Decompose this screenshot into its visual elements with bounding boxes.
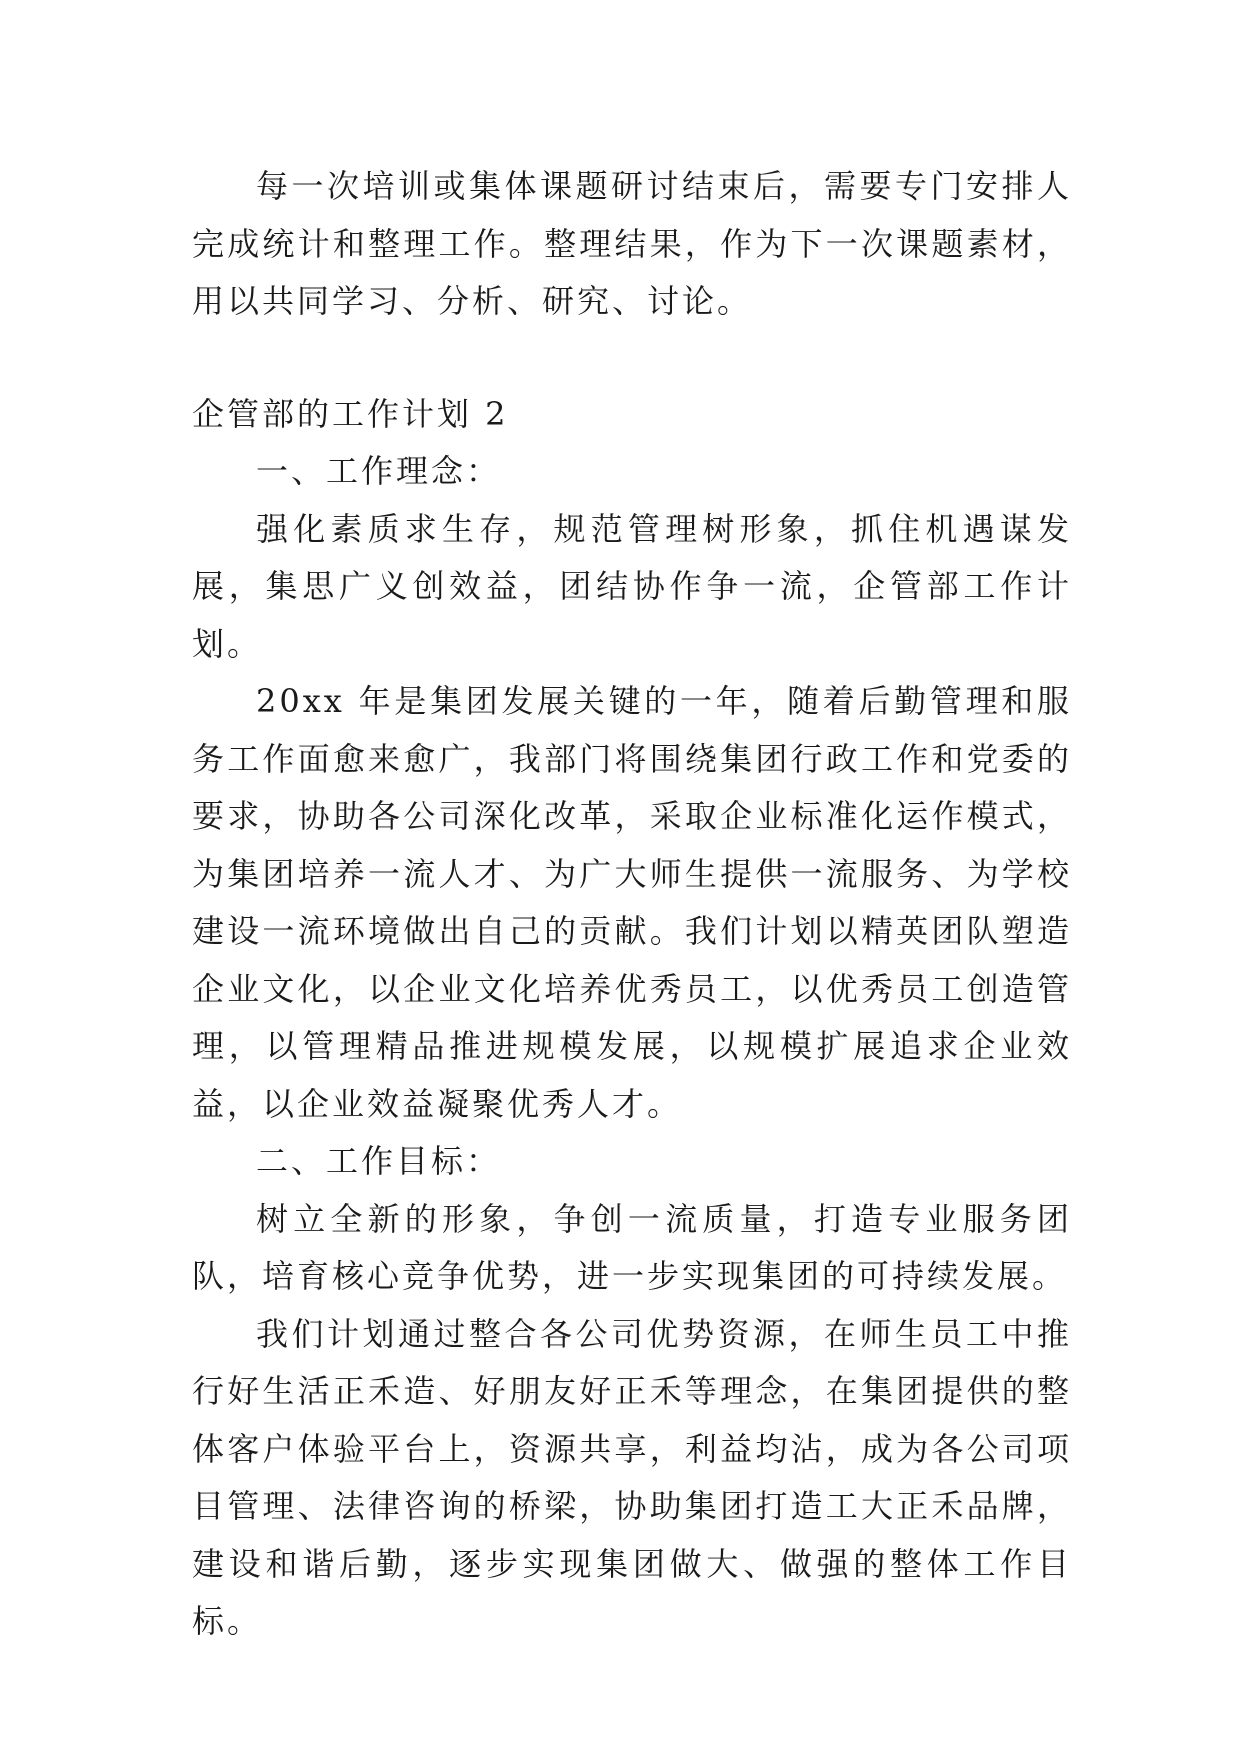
- heading-work-goals: 二、工作目标：: [256, 1142, 502, 1180]
- section-title: 企管部的工作计划 2: [192, 394, 509, 433]
- paragraph-philosophy: 强化素质求生存，规范管理树形象，抓住机遇谋发展，集思广义创效益，团结协作争一流，企管部工作计划。: [192, 509, 1072, 663]
- intro-paragraph: 每一次培训或集体课题研讨结束后，需要专门安排人完成统计和整理工作。整理结果，作为下一次课题素材，用以共同学习、分析、研究、讨论。: [192, 167, 1072, 320]
- paragraph-year-plan: 20xx 年是集团发展关键的一年，随着后勤管理和服务工作面愈来愈广，我部门将围绕集团行政工作和党委的要求，协助各公司深化改革，采取企业标准化运作模式，为集团培养一流人才、为广大师生提供一流服务、为学校建设一流环境做出自己的贡献。我们计划以精英团队塑造企业文化，以企业文化培养优秀员工，以优秀员工创造管理，以管理精品推进规模发展，以规模扩展追求企业效益，以企业效益凝聚优秀人才。: [192, 682, 1072, 1123]
- document-body: [192, 158, 1072, 1651]
- heading-work-philosophy: 一、工作理念：: [256, 452, 502, 490]
- paragraph-integration-plan: 我们计划通过整合各公司优势资源，在师生员工中推行好生活正禾造、好朋友好正禾等理念，在集团提供的整体客户体验平台上，资源共享，利益均沾，成为各公司项目管理、法律咨询的桥梁，协助集团打造工大正禾品牌，建设和谐后勤，逐步实现集团做大、做强的整体工作目标。: [192, 1314, 1072, 1640]
- paragraph-goals: 树立全新的形象，争创一流质量，打造专业服务团队，培育核心竞争优势，进一步实现集团的可持续发展。: [192, 1199, 1072, 1295]
